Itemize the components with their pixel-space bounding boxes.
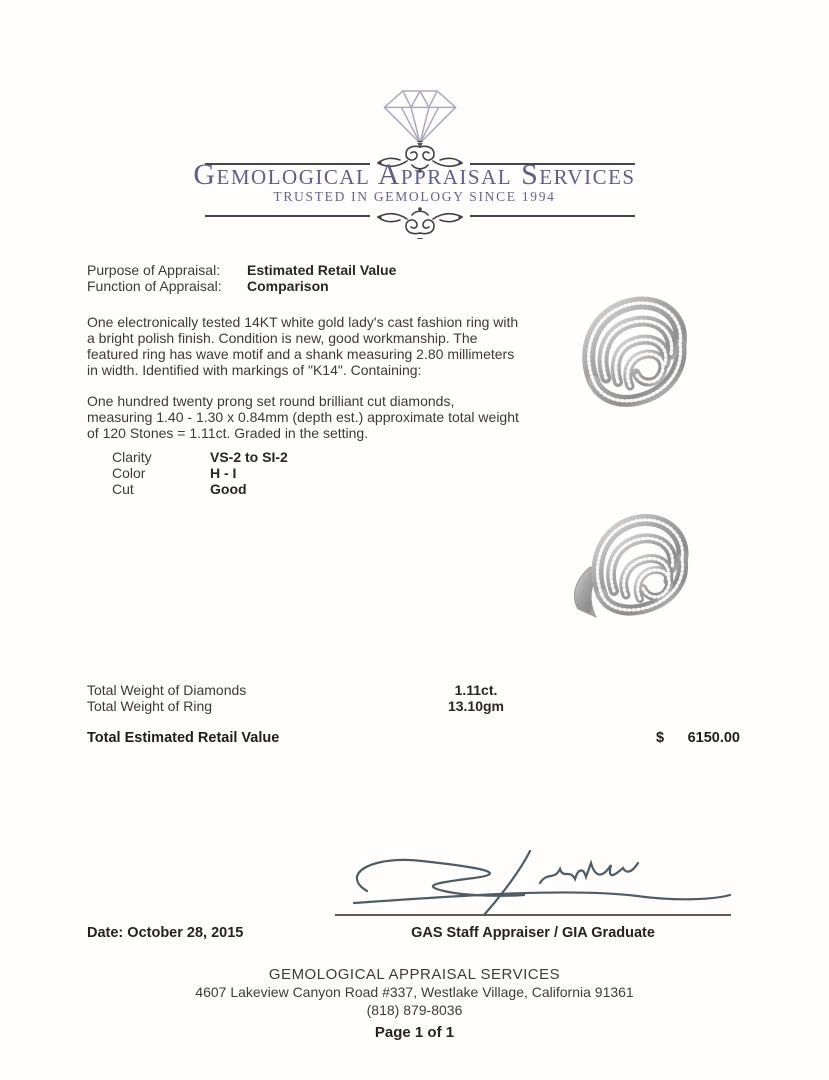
- purpose-row: [87, 262, 396, 278]
- grading-table: [112, 449, 288, 497]
- signature-line: [335, 914, 731, 916]
- divider-line-right: [470, 215, 635, 217]
- company-title: Gemological Appraisal Services: [193, 158, 636, 191]
- appraisal-date: Date: October 28, 2015: [87, 925, 244, 941]
- color-label: Color: [112, 465, 146, 481]
- appraiser-signature: [322, 845, 742, 920]
- cut-value: Good: [210, 481, 247, 497]
- total-ring-weight-label: Total Weight of Ring: [87, 698, 213, 714]
- function-row: [87, 278, 396, 294]
- clarity-row: [112, 449, 288, 465]
- color-row: [112, 465, 288, 481]
- appraiser-title: GAS Staff Appraiser / GIA Graduate: [411, 925, 655, 941]
- cut-label: Cut: [112, 481, 134, 497]
- ring-photo-top-view: [572, 292, 692, 416]
- function-label: Function of Appraisal:: [87, 278, 222, 294]
- diamond-description-paragraph: One hundred twenty prong set round brilliant cut diamonds, measuring 1.40 - 1.30 x 0.84mm (depth est.) approximate total weight of 120 Stones = 1.11ct. Graded in the setting.: [87, 393, 519, 441]
- footer-address: 4607 Lakeview Canyon Road #337, Westlake Village, California 91361: [195, 984, 634, 1000]
- appraisal-info-block: [87, 262, 396, 294]
- ring-photo-side-view: [560, 497, 696, 629]
- header-bottom-divider: [205, 203, 635, 239]
- footer-company-name: GEMOLOGICAL APPRAISAL SERVICES: [268, 966, 561, 983]
- footer-phone: (818) 879-8036: [366, 1002, 463, 1018]
- divider-line-left: [205, 215, 370, 217]
- total-retail-value-label: Total Estimated Retail Value: [87, 730, 280, 746]
- clarity-label: Clarity: [112, 449, 152, 465]
- total-ring-weight-value: 13.10gm: [447, 698, 505, 714]
- scroll-flourish-icon: [372, 203, 468, 239]
- function-value: Comparison: [247, 278, 329, 294]
- clarity-value: VS-2 to SI-2: [210, 449, 288, 465]
- page-number: Page 1 of 1: [374, 1024, 455, 1041]
- purpose-label: Purpose of Appraisal:: [87, 262, 221, 278]
- purpose-value: Estimated Retail Value: [247, 262, 397, 278]
- item-description-paragraph: One electronically tested 14KT white gold lady's cast fashion ring with a bright polish finish. Condition is new, good workmanship. The featured ring has wave motif and a shank measuring 2.80 millimeters in width. Identified with markings of "K14". Containing:: [87, 314, 519, 378]
- company-tagline: TRUSTED IN GEMOLOGY SINCE 1994: [273, 189, 556, 204]
- currency-symbol: $: [656, 730, 665, 746]
- total-diamond-weight-label: Total Weight of Diamonds: [87, 682, 247, 698]
- total-diamond-weight-value: 1.11ct.: [454, 682, 498, 698]
- cut-row: [112, 481, 288, 497]
- total-retail-value-amount: 6150.00: [687, 730, 740, 746]
- diamond-logo-icon: [362, 88, 478, 146]
- color-value: H - I: [210, 465, 237, 481]
